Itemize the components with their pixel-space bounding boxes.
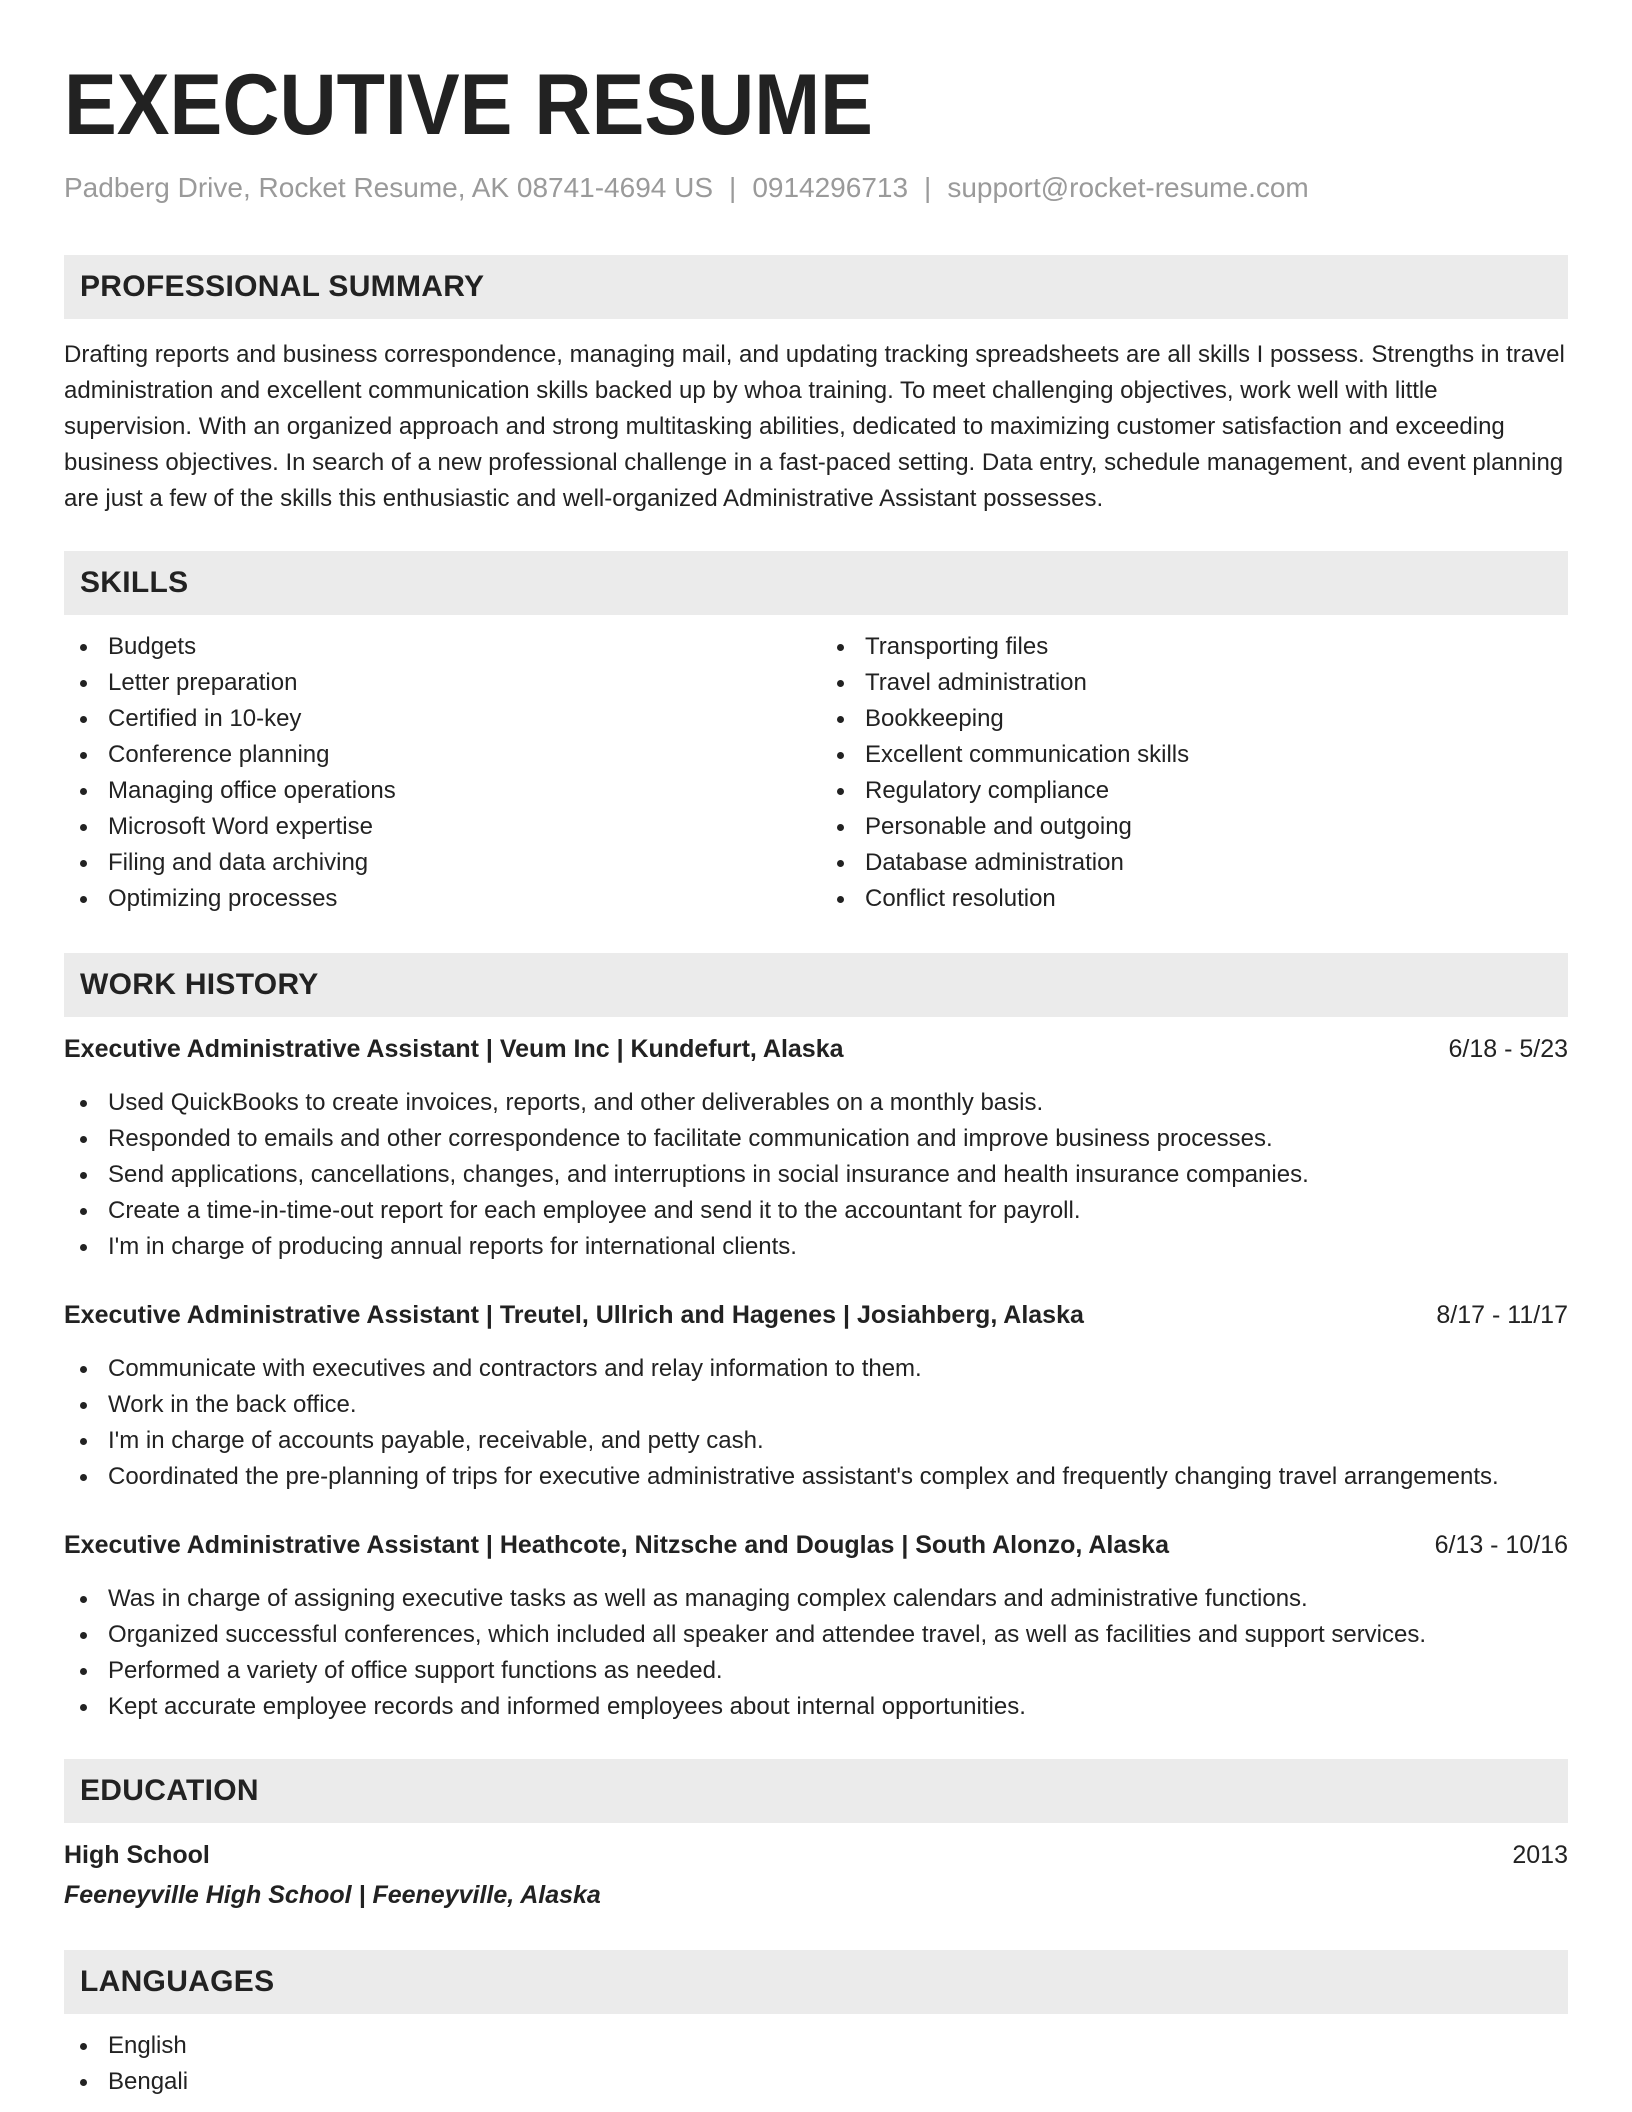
skill-item: Managing office operations xyxy=(64,773,811,809)
skill-item: Transporting files xyxy=(821,629,1568,665)
job-duty-item: Organized successful conferences, which included all speaker and attendee travel, as well as facilities and support services. xyxy=(64,1617,1568,1653)
skill-item: Budgets xyxy=(64,629,811,665)
job-entry xyxy=(64,1297,1568,1495)
job-dates: 8/17 - 11/17 xyxy=(1436,1301,1568,1329)
work-history-list xyxy=(64,1031,1568,1725)
skill-item: Conflict resolution xyxy=(821,881,1568,917)
skills-column-left xyxy=(64,629,811,917)
contact-separator: | xyxy=(924,172,932,203)
job-duty-item: Used QuickBooks to create invoices, reports, and other deliverables on a monthly basis. xyxy=(64,1085,1568,1121)
job-duty-item: I'm in charge of producing annual reports for international clients. xyxy=(64,1229,1568,1265)
section-heading-education: EDUCATION xyxy=(64,1759,1568,1823)
job-header xyxy=(64,1527,1568,1563)
education-school: Feeneyville High School | Feeneyville, Alaska xyxy=(64,1881,601,1909)
skill-item: Conference planning xyxy=(64,737,811,773)
job-duty-item: Was in charge of assigning executive tasks as well as managing complex calendars and administrative functions. xyxy=(64,1581,1568,1617)
skills-grid xyxy=(64,629,1568,917)
job-duty-item: Responded to emails and other correspondence to facilitate communication and improve business processes. xyxy=(64,1121,1568,1157)
job-duty-item: Create a time-in-time-out report for each employee and send it to the accountant for payroll. xyxy=(64,1193,1568,1229)
job-header xyxy=(64,1297,1568,1333)
job-duty-item: Work in the back office. xyxy=(64,1387,1568,1423)
section-heading-summary: PROFESSIONAL SUMMARY xyxy=(64,255,1568,319)
job-dates: 6/13 - 10/16 xyxy=(1434,1531,1568,1559)
contact-separator: | xyxy=(729,172,737,203)
contact-address: Padberg Drive, Rocket Resume, AK 08741-4694 US xyxy=(64,172,714,203)
skill-item: Database administration xyxy=(821,845,1568,881)
job-duty-item: Performed a variety of office support functions as needed. xyxy=(64,1653,1568,1689)
contact-line xyxy=(64,172,1568,204)
job-dates: 6/18 - 5/23 xyxy=(1448,1035,1568,1063)
skill-item: Certified in 10-key xyxy=(64,701,811,737)
skills-column-right xyxy=(811,629,1568,917)
language-item: English xyxy=(64,2028,1568,2064)
language-item: Bengali xyxy=(64,2064,1568,2100)
languages-list xyxy=(64,2028,1568,2100)
job-duties-list xyxy=(64,1085,1568,1265)
skill-item: Excellent communication skills xyxy=(821,737,1568,773)
skill-item: Filing and data archiving xyxy=(64,845,811,881)
skill-item: Bookkeeping xyxy=(821,701,1568,737)
skill-item: Regulatory compliance xyxy=(821,773,1568,809)
job-duty-item: Coordinated the pre-planning of trips for executive administrative assistant's complex and frequently changing travel arrangements. xyxy=(64,1459,1568,1495)
skill-item: Personable and outgoing xyxy=(821,809,1568,845)
education-entry-header xyxy=(64,1837,1568,1873)
job-duty-item: Send applications, cancellations, changes, and interruptions in social insurance and health insurance companies. xyxy=(64,1157,1568,1193)
job-title: Executive Administrative Assistant | Heathcote, Nitzsche and Douglas | South Alonzo, Alaska xyxy=(64,1531,1169,1559)
job-duties-list xyxy=(64,1581,1568,1725)
education-year: 2013 xyxy=(1512,1841,1568,1869)
job-header xyxy=(64,1031,1568,1067)
skill-item: Letter preparation xyxy=(64,665,811,701)
section-heading-skills: SKILLS xyxy=(64,551,1568,615)
skill-item: Microsoft Word expertise xyxy=(64,809,811,845)
contact-phone: 0914296713 xyxy=(752,172,909,203)
job-entry xyxy=(64,1031,1568,1265)
job-entry xyxy=(64,1527,1568,1725)
section-heading-languages: LANGUAGES xyxy=(64,1950,1568,2014)
skill-item: Optimizing processes xyxy=(64,881,811,917)
education-degree: High School xyxy=(64,1841,210,1869)
contact-email: support@rocket-resume.com xyxy=(947,172,1309,203)
job-title: Executive Administrative Assistant | Treutel, Ullrich and Hagenes | Josiahberg, Alaska xyxy=(64,1301,1084,1329)
section-heading-work-history: WORK HISTORY xyxy=(64,953,1568,1017)
skill-item: Travel administration xyxy=(821,665,1568,701)
summary-text: Drafting reports and business correspondence, managing mail, and updating tracking spreadsheets are all skills I possess. Strengths in travel administration and excellent communication skills backed up by whoa training. To meet challenging objectives, work well with little supervision. With an organized approach and strong multitasking abilities, dedicated to maximizing customer satisfaction and exceeding business objectives. In search of a new professional challenge in a fast-paced setting. Data entry, schedule management, and event planning are just a few of the skills this enthusiastic and well-organized Administrative Assistant possesses. xyxy=(64,341,1565,512)
job-duty-item: Communicate with executives and contractors and relay information to them. xyxy=(64,1351,1568,1387)
job-duty-item: Kept accurate employee records and informed employees about internal opportunities. xyxy=(64,1689,1568,1725)
job-title: Executive Administrative Assistant | Veum Inc | Kundefurt, Alaska xyxy=(64,1035,844,1063)
job-duty-item: I'm in charge of accounts payable, receivable, and petty cash. xyxy=(64,1423,1568,1459)
resume-name: EXECUTIVE RESUME xyxy=(64,57,873,153)
job-duties-list xyxy=(64,1351,1568,1495)
